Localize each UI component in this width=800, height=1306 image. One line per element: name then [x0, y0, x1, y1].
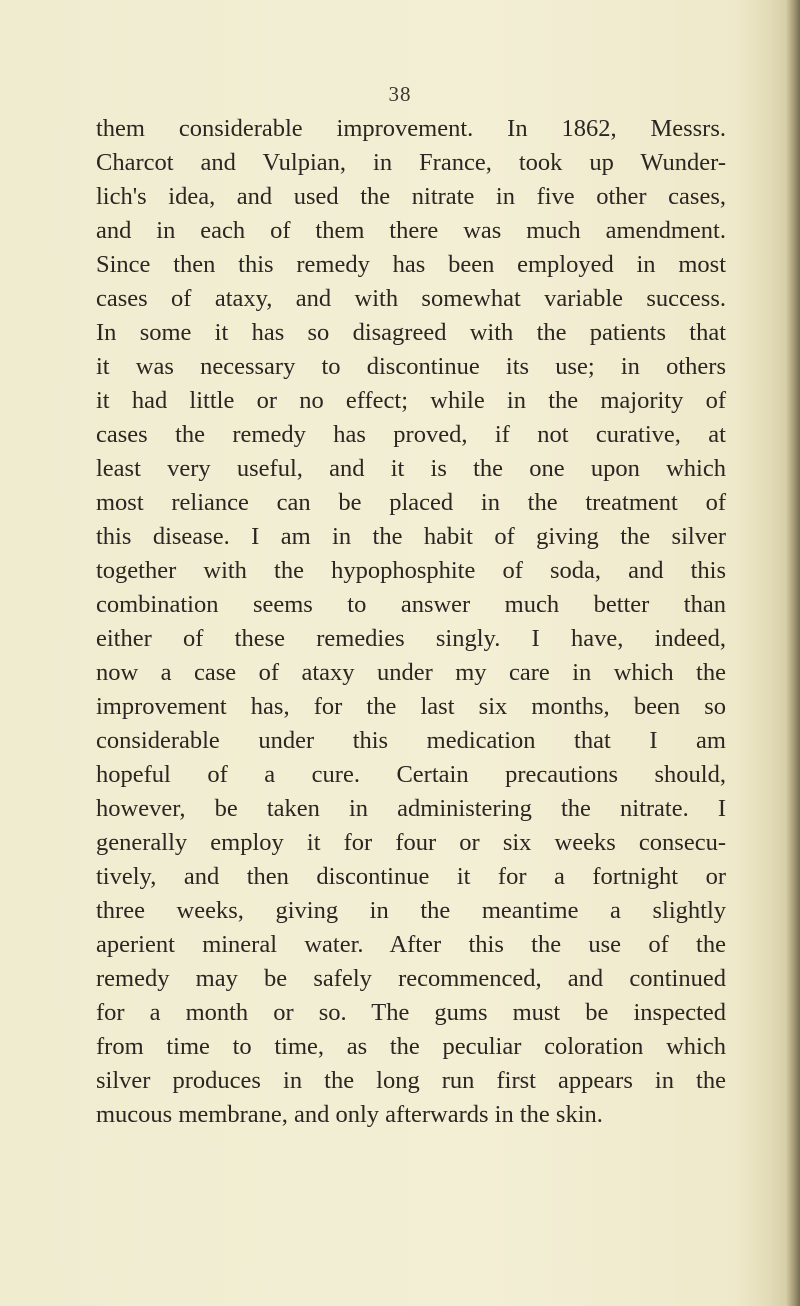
text-line: either of these remedies singly. I have, indeed, [96, 625, 726, 652]
page-number: 38 [388, 82, 412, 106]
text-line: now a case of ataxy under my care in which the [96, 659, 726, 686]
text-line: most reliance can be placed in the treatment of [96, 489, 726, 516]
body-text [96, 112, 726, 1132]
text-line: combination seems to answer much better than [96, 591, 726, 618]
text-line: for a month or so. The gums must be inspected [96, 999, 726, 1026]
text-line: hopeful of a cure. Certain precautions should, [96, 761, 726, 788]
text-line: improvement has, for the last six months, been so [96, 693, 726, 720]
text-line: together with the hypophosphite of soda, and this [96, 557, 726, 584]
text-line: least very useful, and it is the one upon which [96, 455, 726, 482]
text-line: aperient mineral water. After this the use of the [96, 931, 726, 958]
text-line: it was necessary to discontinue its use; in others [96, 353, 726, 380]
text-line: remedy may be safely recommenced, and continued [96, 965, 726, 992]
text-line: however, be taken in administering the nitrate. I [96, 795, 726, 822]
text-line: it had little or no effect; while in the majority of [96, 387, 726, 414]
page-edge-shadow [786, 0, 800, 1306]
text-line: cases of ataxy, and with somewhat variable success. [96, 285, 726, 312]
text-line: Since then this remedy has been employed in most [96, 251, 726, 278]
text-line: this disease. I am in the habit of giving the silver [96, 523, 726, 550]
text-line: Charcot and Vulpian, in France, took up Wunder- [96, 149, 726, 176]
text-line: generally employ it for four or six weeks consecu- [96, 829, 726, 856]
text-line: cases the remedy has proved, if not curative, at [96, 421, 726, 448]
text-line: tively, and then discontinue it for a fortnight or [96, 863, 726, 890]
text-line: mucous membrane, and only afterwards in the skin. [96, 1101, 603, 1128]
text-line: from time to time, as the peculiar coloration which [96, 1033, 726, 1060]
text-line: three weeks, giving in the meantime a slightly [96, 897, 726, 924]
text-line: considerable under this medication that I am [96, 727, 726, 754]
text-line: lich's idea, and used the nitrate in five other cases, [96, 183, 726, 210]
text-line: and in each of them there was much amendment. [96, 217, 726, 244]
text-line: them considerable improvement. In 1862, Messrs. [96, 115, 726, 142]
text-line: In some it has so disagreed with the patients that [96, 319, 726, 346]
text-line: silver produces in the long run first appears in the [96, 1067, 726, 1094]
